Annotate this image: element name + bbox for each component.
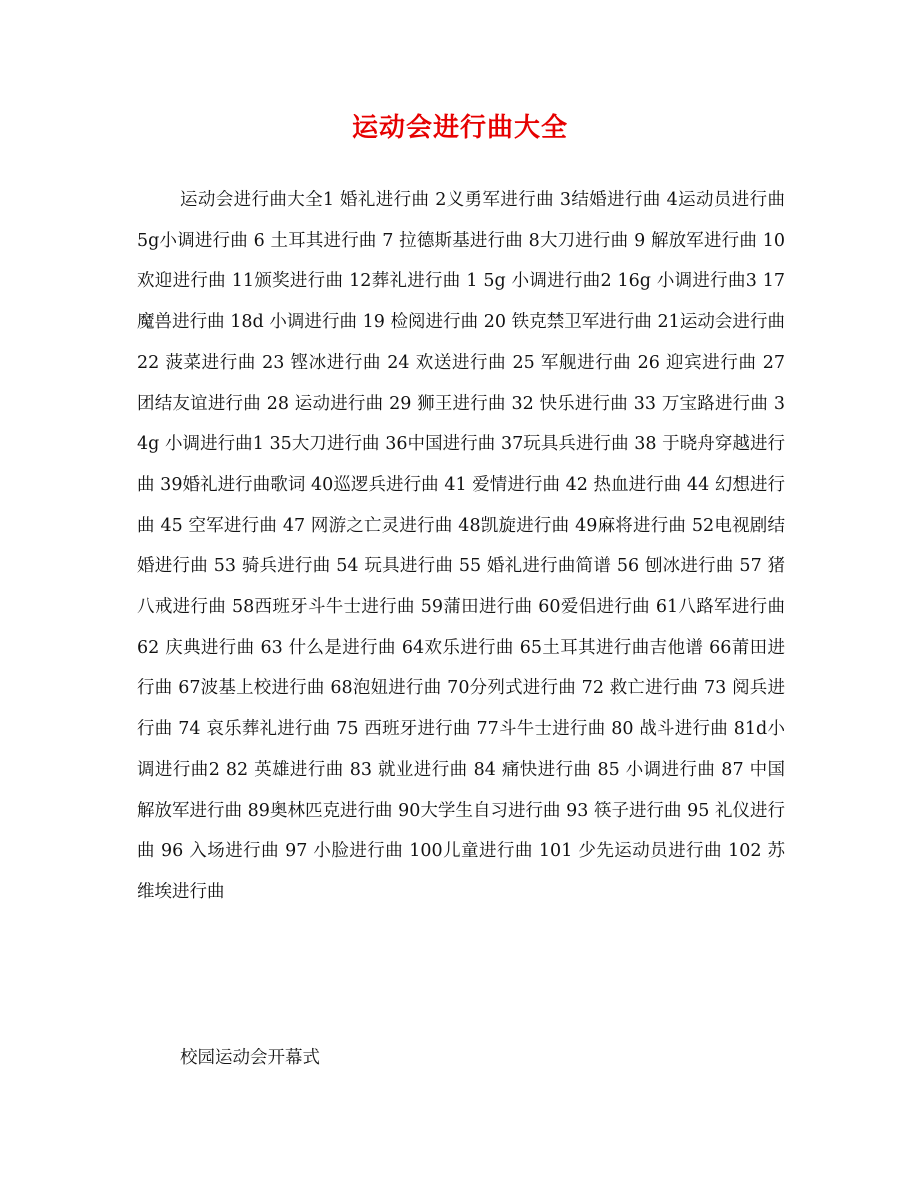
paragraph-opening-ceremony: 校园运动会开幕式 <box>180 1048 320 1068</box>
paragraph-march-list: 运动会进行曲大全1 婚礼进行曲 2义勇军进行曲 3结婚进行曲 4运动员进行曲 5g小调进行曲 6 土耳其进行曲 7 拉德斯基进行曲 8大刀进行曲 9 解放军进行曲 10欢迎进行曲 11颁奖进行曲 12葬礼进行曲 1 5g 小调进行曲2 16g 小调进行曲3 17魔兽进行曲 18d 小调进行曲 19 检阅进行曲 20 铁克禁卫军进行曲 21运动会进行曲 22 菠菜进行曲 23 铿冰进行曲 24 欢送进行曲 25 军舰进行曲 26 迎宾进行曲 27 团结友谊进行曲 28 运动进行曲 29 狮王进行曲 32 快乐进行曲 33 万宝路进行曲 34g 小调进行曲1 35大刀进行曲 36中国进行曲 37玩具兵进行曲 38 于晓舟穿越进行曲 39婚礼进行曲歌词 40巡逻兵进行曲 41 爱情进行曲 42 热血进行曲 44 幻想进行曲 45 空军进行曲 47 网游之亡灵进行曲 48凯旋进行曲 49麻将进行曲 52电视剧结婚进行曲 53 骑兵进行曲 54 玩具进行曲 55 婚礼进行曲简谱 56 刨冰进行曲 57 猪八戒进行曲 58西班牙斗牛士进行曲 59蒲田进行曲 60爱侣进行曲 61八路军进行曲 62 庆典进行曲 63 什么是进行曲 64欢乐进行曲 65土耳其进行曲吉他谱 66莆田进行曲 67波基上校进行曲 68泡妞进行曲 70分列式进行曲 72 救亡进行曲 73 阅兵进行曲 74 哀乐葬礼进行曲 75 西班牙进行曲 77斗牛士进行曲 80 战斗进行曲 81d小调进行曲2 82 英雄进行曲 83 就业进行曲 84 痛快进行曲 85 小调进行曲 87 中国解放军进行曲 89奥林匹克进行曲 90大学生自习进行曲 93 筷子进行曲 95 礼仪进行曲 96 入场进行曲 97 小脸进行曲 100儿童进行曲 101 少先运动员进行曲 102 苏维埃进行曲 <box>137 190 785 902</box>
document-title: 运动会进行曲大全 <box>351 113 568 143</box>
